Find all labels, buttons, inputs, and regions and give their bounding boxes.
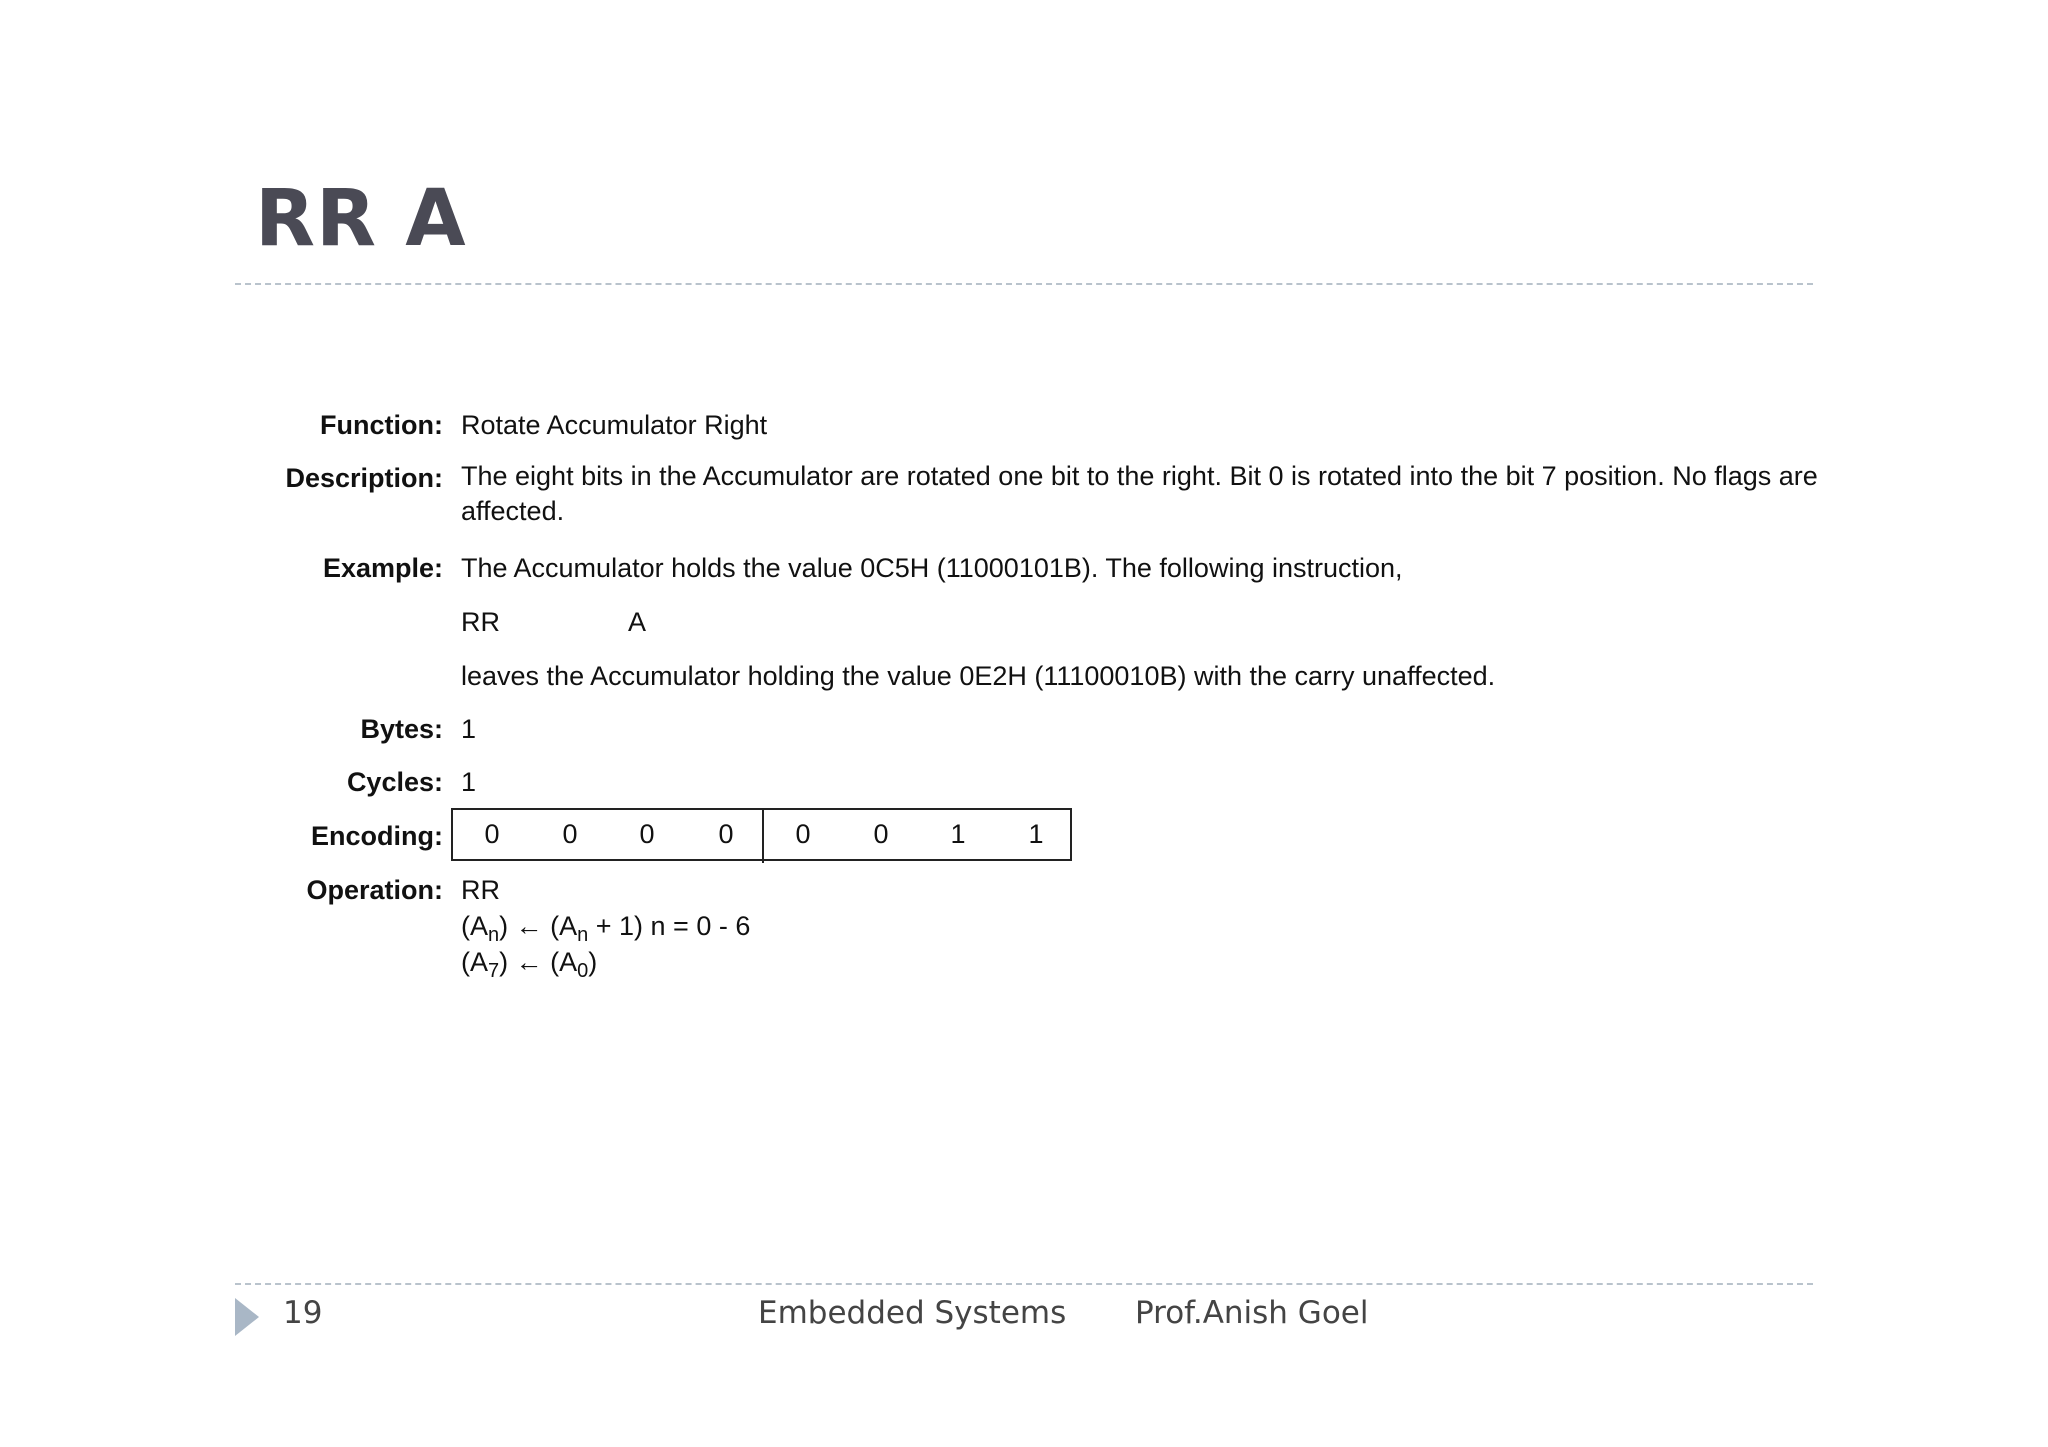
- footer-divider: [235, 1283, 1813, 1285]
- page-number: 19: [283, 1295, 323, 1331]
- encoding-bit: 0: [795, 819, 811, 849]
- bytes-value: 1: [461, 714, 477, 744]
- encoding-bit: 1: [950, 819, 966, 849]
- nibble-divider: [762, 810, 764, 863]
- function-value: Rotate Accumulator Right: [461, 410, 768, 440]
- function-label: Function:: [320, 410, 443, 440]
- footer-course: Embedded Systems: [758, 1295, 1067, 1331]
- slide-title: RR A: [255, 174, 467, 264]
- operation-label: Operation:: [306, 875, 443, 905]
- description-label: Description:: [285, 463, 443, 493]
- encoding-bit: 0: [484, 819, 500, 849]
- example-line-3: leaves the Accumulator holding the value 0E2H (11100010B) with the carry unaffected.: [461, 661, 1496, 691]
- example-label: Example:: [322, 553, 443, 583]
- encoding-bit: 0: [873, 819, 889, 849]
- description-value: The eight bits in the Accumulator are rotated one bit to the right. Bit 0 is rotated into the bit 7 position. No flags are affected.: [461, 461, 1818, 526]
- encoding-table: [451, 808, 1072, 861]
- operation-line-1: $(A_n)$ ← $(A_n + 1) n = 0 - 6$: [461, 911, 751, 946]
- footer-author: Prof.Anish Goel: [1135, 1295, 1369, 1331]
- operation-line-2: $(A_7)$ ← $(A_0)$: [461, 947, 598, 982]
- example-operand: A: [628, 607, 647, 637]
- encoding-bit: 0: [562, 819, 578, 849]
- encoding-bit: 0: [639, 819, 655, 849]
- encoding-bit: 1: [1028, 819, 1044, 849]
- encoding-label: Encoding:: [311, 821, 443, 851]
- example-mnemonic: RR: [461, 607, 500, 637]
- cycles-value: 1: [461, 767, 477, 797]
- triangle-right-icon: [235, 1298, 259, 1336]
- bytes-label: Bytes:: [360, 714, 443, 744]
- operation-name: RR: [461, 875, 500, 905]
- encoding-bit: 0: [718, 819, 734, 849]
- cycles-label: Cycles:: [346, 767, 443, 797]
- example-line-1: The Accumulator holds the value 0C5H (11000101B). The following instruction,: [461, 553, 1403, 583]
